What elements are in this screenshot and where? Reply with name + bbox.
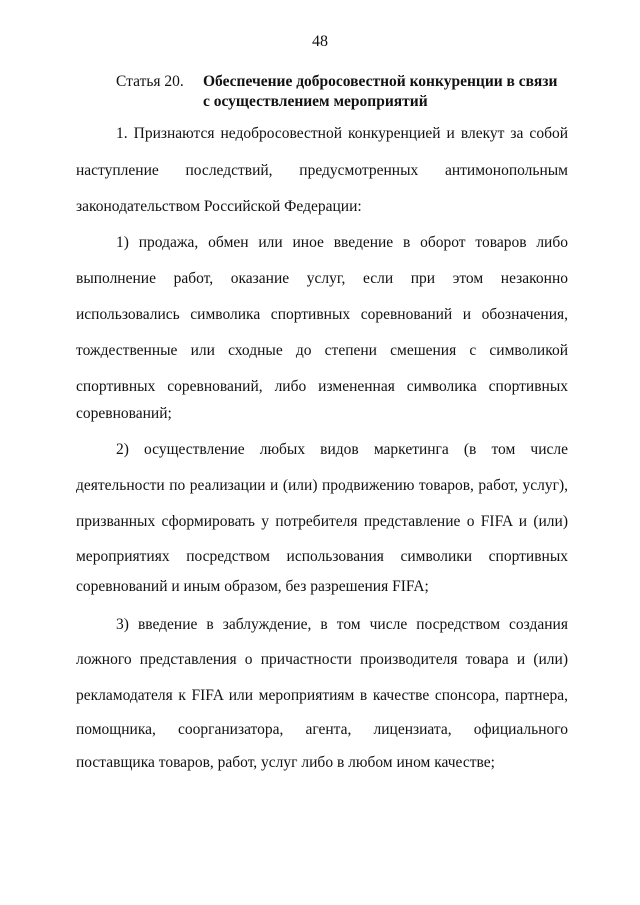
text-line: ложного представления о причастности производителя товара и (или) — [76, 651, 568, 668]
text-line: мероприятиях посредством использования символики спортивных — [76, 548, 568, 565]
text-line: призванных сформировать у потребителя представление о FIFA и (или) — [76, 513, 568, 530]
article-label: Статья 20. — [116, 73, 184, 90]
page-number: 48 — [312, 33, 328, 50]
article-title-line-2: с осуществлением мероприятий — [203, 93, 428, 110]
text-line: законодательством Российской Федерации: — [76, 198, 362, 215]
text-line: наступление последствий, предусмотренных антимонопольным — [76, 162, 568, 179]
text-line: поставщика товаров, работ, услуг либо в любом ином качестве; — [76, 754, 495, 771]
text-line: деятельности по реализации и (или) продвижению товаров, работ, услуг), — [76, 477, 568, 494]
text-line: 1) продажа, обмен или иное введение в оборот товаров либо — [116, 234, 568, 251]
article-title — [203, 72, 583, 112]
text-line: соревнований; — [76, 405, 172, 422]
text-line: выполнение работ, оказание услуг, если при этом незаконно — [76, 270, 568, 287]
article-title-line-1: Обеспечение добросовестной конкуренции в связи — [203, 73, 558, 90]
text-line: использовались символика спортивных соревнований и обозначения, — [76, 306, 568, 323]
text-line: спортивных соревнований, либо измененная символика спортивных — [76, 378, 568, 395]
text-line: 1. Признаются недобросовестной конкуренцией и влекут за собой — [116, 125, 568, 142]
text-line: 3) введение в заблуждение, в том числе посредством создания — [116, 616, 568, 633]
text-line: 2) осуществление любых видов маркетинга (в том числе — [116, 441, 568, 458]
text-line: соревнований и иным образом, без разрешения FIFA; — [76, 578, 429, 595]
text-line: помощника, соорганизатора, агента, лицензиата, официального — [76, 721, 568, 738]
text-line: рекламодателя к FIFA или мероприятиям в качестве спонсора, партнера, — [76, 687, 568, 704]
text-line: тождественные или сходные до степени смешения с символикой — [76, 342, 568, 359]
